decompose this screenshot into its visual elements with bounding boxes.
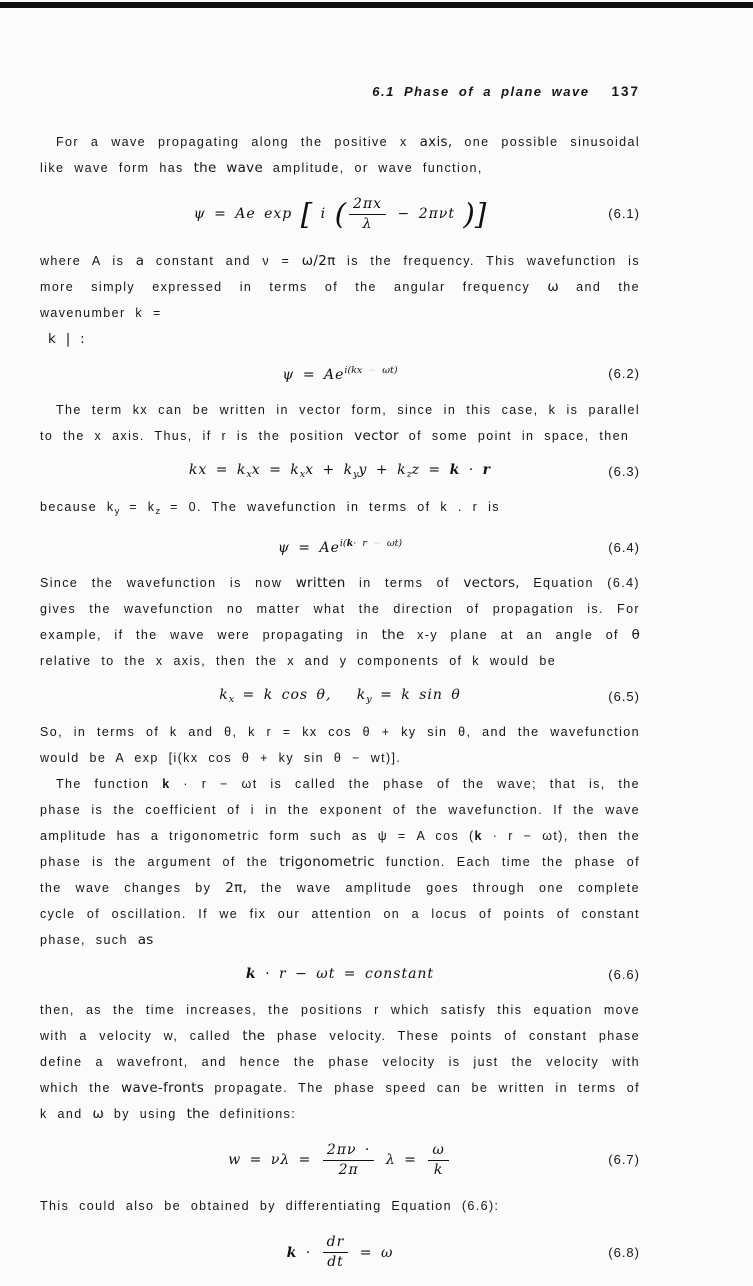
running-header xyxy=(40,84,640,99)
equation-6-4 xyxy=(40,538,640,558)
equation-6-8-body: k · $\frac{dr}{dt}$ = ω xyxy=(286,1234,394,1271)
equation-6-7-label: (6.7) xyxy=(608,1152,640,1168)
page-content xyxy=(40,0,640,1286)
paragraph-because-ky-kz: because $k_y = k_z = 0$. The wavefunction in terms of k . r is xyxy=(40,499,500,517)
paragraph-wavenumber-line: k | : xyxy=(48,330,85,347)
equation-6-8 xyxy=(40,1234,640,1271)
paragraph-frequency: where A is a constant and ν = ω/2π is the frequency. This wavefunction is more simply expressed in terms of the angular frequency ω and the wavenumber k = xyxy=(40,252,640,320)
equation-6-5-body: $k_x = k$ cos θ, $k_y = k$ sin θ xyxy=(219,687,461,706)
paragraph-intro: For a wave propagating along the positive x axis, one possible sinusoidal like wave form has the wave amplitude, or wave function, xyxy=(40,134,641,176)
equation-6-2-body: $\psi = Ae^{i(kx}$ − $^{\omega t)}$ xyxy=(282,364,398,383)
equation-6-1-body: ψ = Ae exp [ i ( $\frac{2\pi x}{\lambda}$ − 2πνt )] xyxy=(193,196,487,232)
page-number: 137 xyxy=(611,84,640,99)
equation-6-6-body: k · r − ωt = constant xyxy=(245,966,435,983)
equation-6-8-label: (6.8) xyxy=(608,1244,640,1260)
equation-6-2-label: (6.2) xyxy=(608,366,640,382)
paragraph-direction: Since the wavefunction is now written in terms of vectors, Equation (6.4) gives the wavefunction no matter what the direction of propagation is. For example, if the wave were propagating in the x-y plane at an angle of θ relative to the x axis, then the x and y components of k would be xyxy=(40,575,641,669)
equation-6-6 xyxy=(40,966,640,984)
equation-6-6-label: (6.6) xyxy=(608,966,640,982)
equation-6-3-label: (6.3) xyxy=(608,463,640,479)
equation-6-3 xyxy=(40,462,640,481)
equation-6-4-body: $\psi = Ae^{i(k\cdot r}$ − $^{\omega t)}$ xyxy=(277,537,403,556)
equation-6-5-label: (6.5) xyxy=(608,688,640,704)
equation-6-1 xyxy=(40,196,640,233)
equation-6-5 xyxy=(40,687,640,706)
equation-6-4-label: (6.4) xyxy=(608,539,640,555)
equation-6-2 xyxy=(40,365,640,385)
paragraph-so-in-terms: So, in terms of k and θ, k r = kx cos θ + ky sin θ, and the wavefunction would be A exp [i(kx cos θ + ky sin θ − wt)]. xyxy=(40,725,640,766)
paragraph-phase-velocity: then, as the time increases, the positions r which satisfy this equation move with a velocity w, called the phase velocity. These points of constant phase define a wavefront, and hence the phase velocity is just the velocity with which the wave-fronts propagate. The phase speed can be written in terms of k and ω by using the definitions: xyxy=(40,1002,640,1122)
paragraph-phase-definition: The function k · r − ωt is called the phase of the wave; that is, the phase is the coefficient of i in the exponent of the wavefunction. If the wave amplitude has a trigonometric form such as ψ = A cos (k · r − ωt), then the phase is the argument of the trigonometric function. Each time the phase of the wave changes by 2π, the wave amplitude goes through one complete cycle of oscillation. If we fix our attention on a locus of points of constant phase, such as xyxy=(40,777,640,949)
equation-6-1-label: (6.1) xyxy=(608,206,640,222)
equation-6-3-body: kx = $k_xx = k_xx + k_yy + k_zz = k \cdot r$ xyxy=(188,462,492,481)
section-title: 6.1 Phase of a plane wave xyxy=(372,84,590,99)
paragraph-vector-form: The term kx can be written in vector form, since in this case, k is parallel to the x axis. Thus, if r is the position vector of some point in space, then xyxy=(40,403,640,445)
equation-6-7-body: w = νλ = $\frac{2\pi\nu \cdot}{2\pi}$ λ = $\frac{\omega}{k}$ xyxy=(228,1152,452,1168)
equation-6-7 xyxy=(40,1142,640,1179)
paragraph-differentiating: This could also be obtained by differentiating Equation (6.6): xyxy=(40,1199,500,1214)
